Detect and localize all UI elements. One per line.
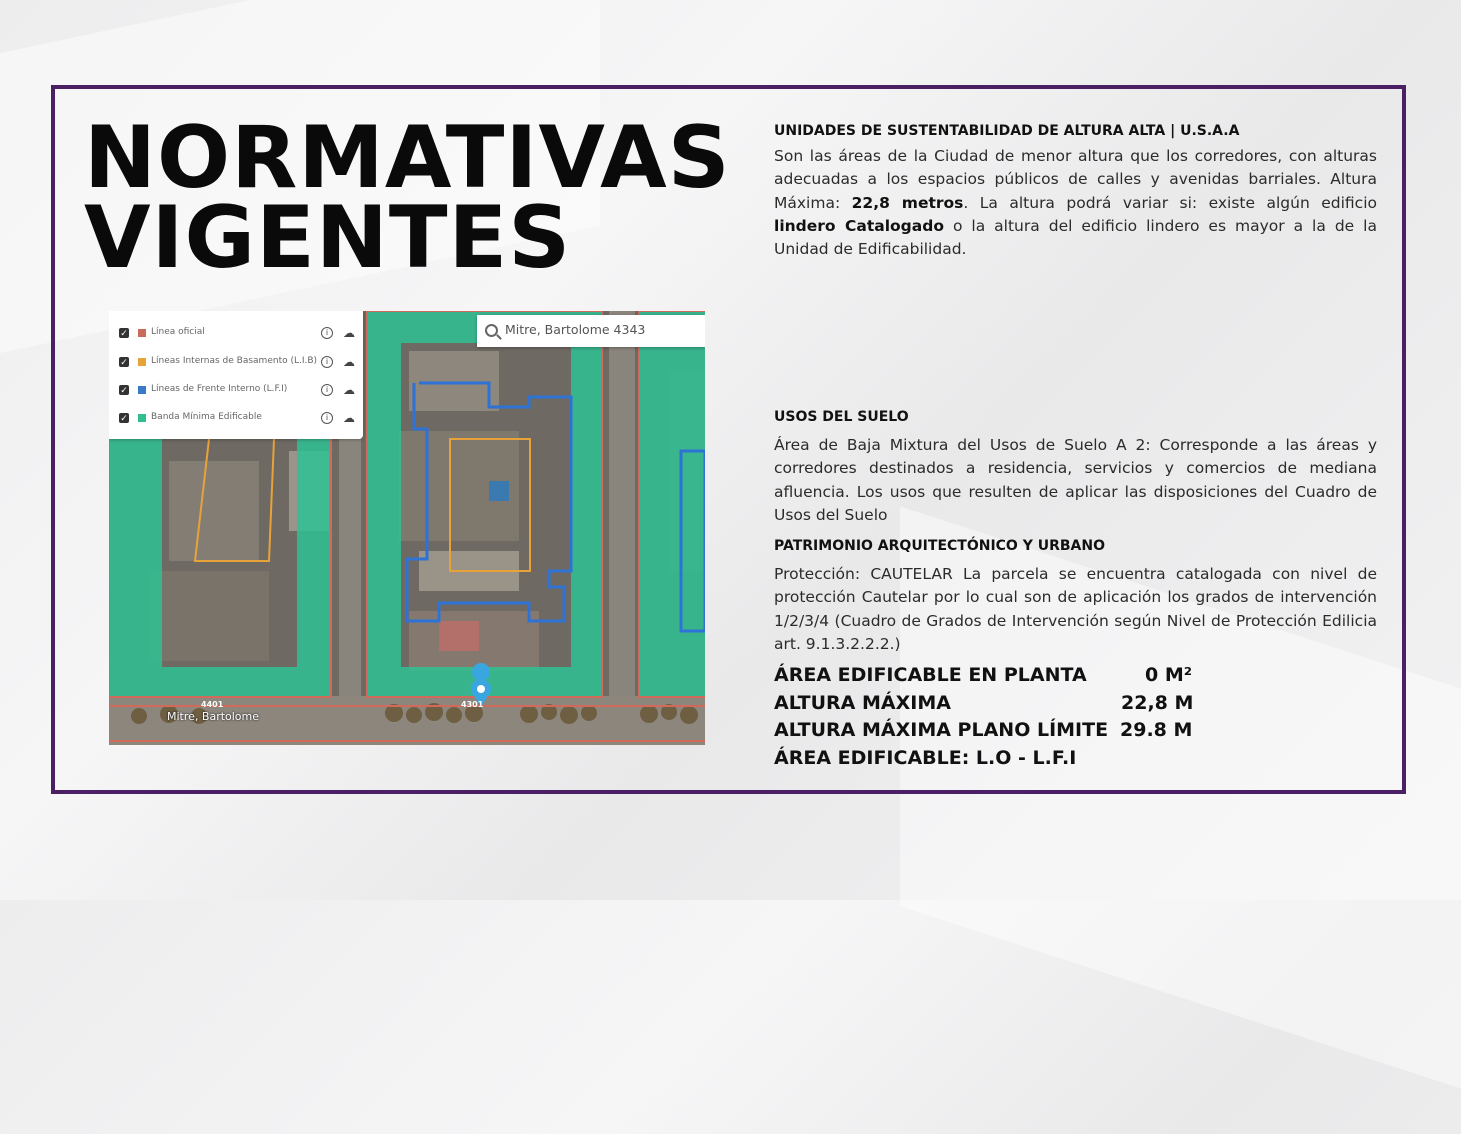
text-part: Son las áreas de la Ciudad de menor altura que los corredores, con alturas adecuadas a los espacios públicos de calles y avenidas barriales. Altura Máxima:: [774, 147, 1377, 212]
legend-item-linea-oficial[interactable]: [119, 325, 359, 341]
bold-lindero: lindero Catalogado: [774, 216, 944, 235]
street-number: 4301: [461, 700, 484, 709]
search-icon[interactable]: [485, 324, 498, 337]
street-number: 4401: [201, 700, 224, 709]
color-swatch: [138, 386, 146, 394]
info-icon[interactable]: i: [321, 327, 333, 339]
legend-item-banda[interactable]: [119, 410, 359, 426]
legend-label: Línea oficial: [151, 327, 205, 337]
section-heading: USOS DEL SUELO: [774, 409, 909, 425]
legend-label: Líneas Internas de Basamento (L.I.B): [151, 356, 318, 366]
section-heading: UNIDADES DE SUSTENTABILIDAD DE ALTURA ALTA | U.S.A.A: [774, 123, 1240, 139]
legend-label: Líneas de Frente Interno (L.F.I): [151, 384, 288, 394]
checkbox-checked-icon[interactable]: ✓: [120, 357, 128, 367]
section-text: Protección: CAUTELAR La parcela se encuentra catalogada con nivel de protección Cautelar por lo cual son de aplicación los grados de intervención 1/2/3/4 (Cuadro de Grados de Intervención según Nivel de Protección Edilicia art. 9.1.3.2.2.2.): [774, 565, 1377, 653]
stat-label: ALTURA MÁXIMA: [774, 691, 951, 714]
legend-label: Banda Mínima Edificable: [151, 412, 262, 422]
bold-height: 22,8 metros: [851, 193, 964, 212]
info-icon[interactable]: i: [321, 384, 333, 396]
legend-item-lib[interactable]: [119, 354, 359, 370]
color-swatch: [138, 329, 146, 337]
zoning-map[interactable]: [109, 311, 705, 745]
road: [609, 311, 635, 745]
cloud-download-icon[interactable]: ☁: [343, 355, 355, 369]
title-line-2: VIGENTES: [84, 188, 572, 288]
section-usaa: [774, 123, 1377, 261]
checkbox-checked-icon[interactable]: ✓: [120, 413, 128, 423]
color-swatch: [138, 358, 146, 366]
cloud-download-icon[interactable]: ☁: [343, 411, 355, 425]
title-line-1: NORMATIVAS: [84, 108, 731, 208]
stat-value: 0 M²: [1145, 664, 1193, 686]
section-patrimonio: [774, 538, 1377, 656]
cloud-download-icon[interactable]: ☁: [343, 383, 355, 397]
info-icon[interactable]: i: [321, 356, 333, 368]
layer-legend: [109, 311, 363, 439]
section-usos: [774, 409, 1377, 527]
legend-item-lfi[interactable]: [119, 382, 359, 398]
text-part: . La altura podrá variar si: existe algún edificio: [963, 193, 1377, 212]
stat-value: 22,8 M: [1121, 691, 1194, 714]
street-name: Mitre, Bartolome: [167, 710, 260, 723]
cloud-download-icon[interactable]: ☁: [343, 326, 355, 340]
checkbox-checked-icon[interactable]: ✓: [120, 328, 128, 338]
section-text: [774, 145, 1377, 261]
section-heading: PATRIMONIO ARQUITECTÓNICO Y URBANO: [774, 538, 1105, 554]
stat-label: ÁREA EDIFICABLE: L.O - L.F.I: [774, 746, 1077, 769]
stat-value: 29.8 M: [1120, 719, 1193, 741]
info-icon[interactable]: i: [321, 412, 333, 424]
map-search-box: [477, 315, 705, 347]
section-text: Área de Baja Mixtura del Usos de Suelo A 2: Corresponde a las áreas y corredores destinados a residencia, servicios y comercios de mediana afluencia. Los usos que resulten de aplicar las disposiciones del Cuadro de Usos del Suelo: [774, 436, 1377, 524]
page-title: [84, 108, 731, 288]
search-input[interactable]: [503, 321, 703, 338]
text-part: o la altura del edificio lindero es mayor a la de la Unidad de Edificabilidad.: [774, 216, 1377, 259]
stat-label: ÁREA EDIFICABLE EN PLANTA: [774, 664, 1087, 686]
stat-label: ALTURA MÁXIMA PLANO LÍMITE: [774, 719, 1109, 741]
checkbox-checked-icon[interactable]: ✓: [120, 385, 128, 395]
color-swatch: [138, 414, 146, 422]
